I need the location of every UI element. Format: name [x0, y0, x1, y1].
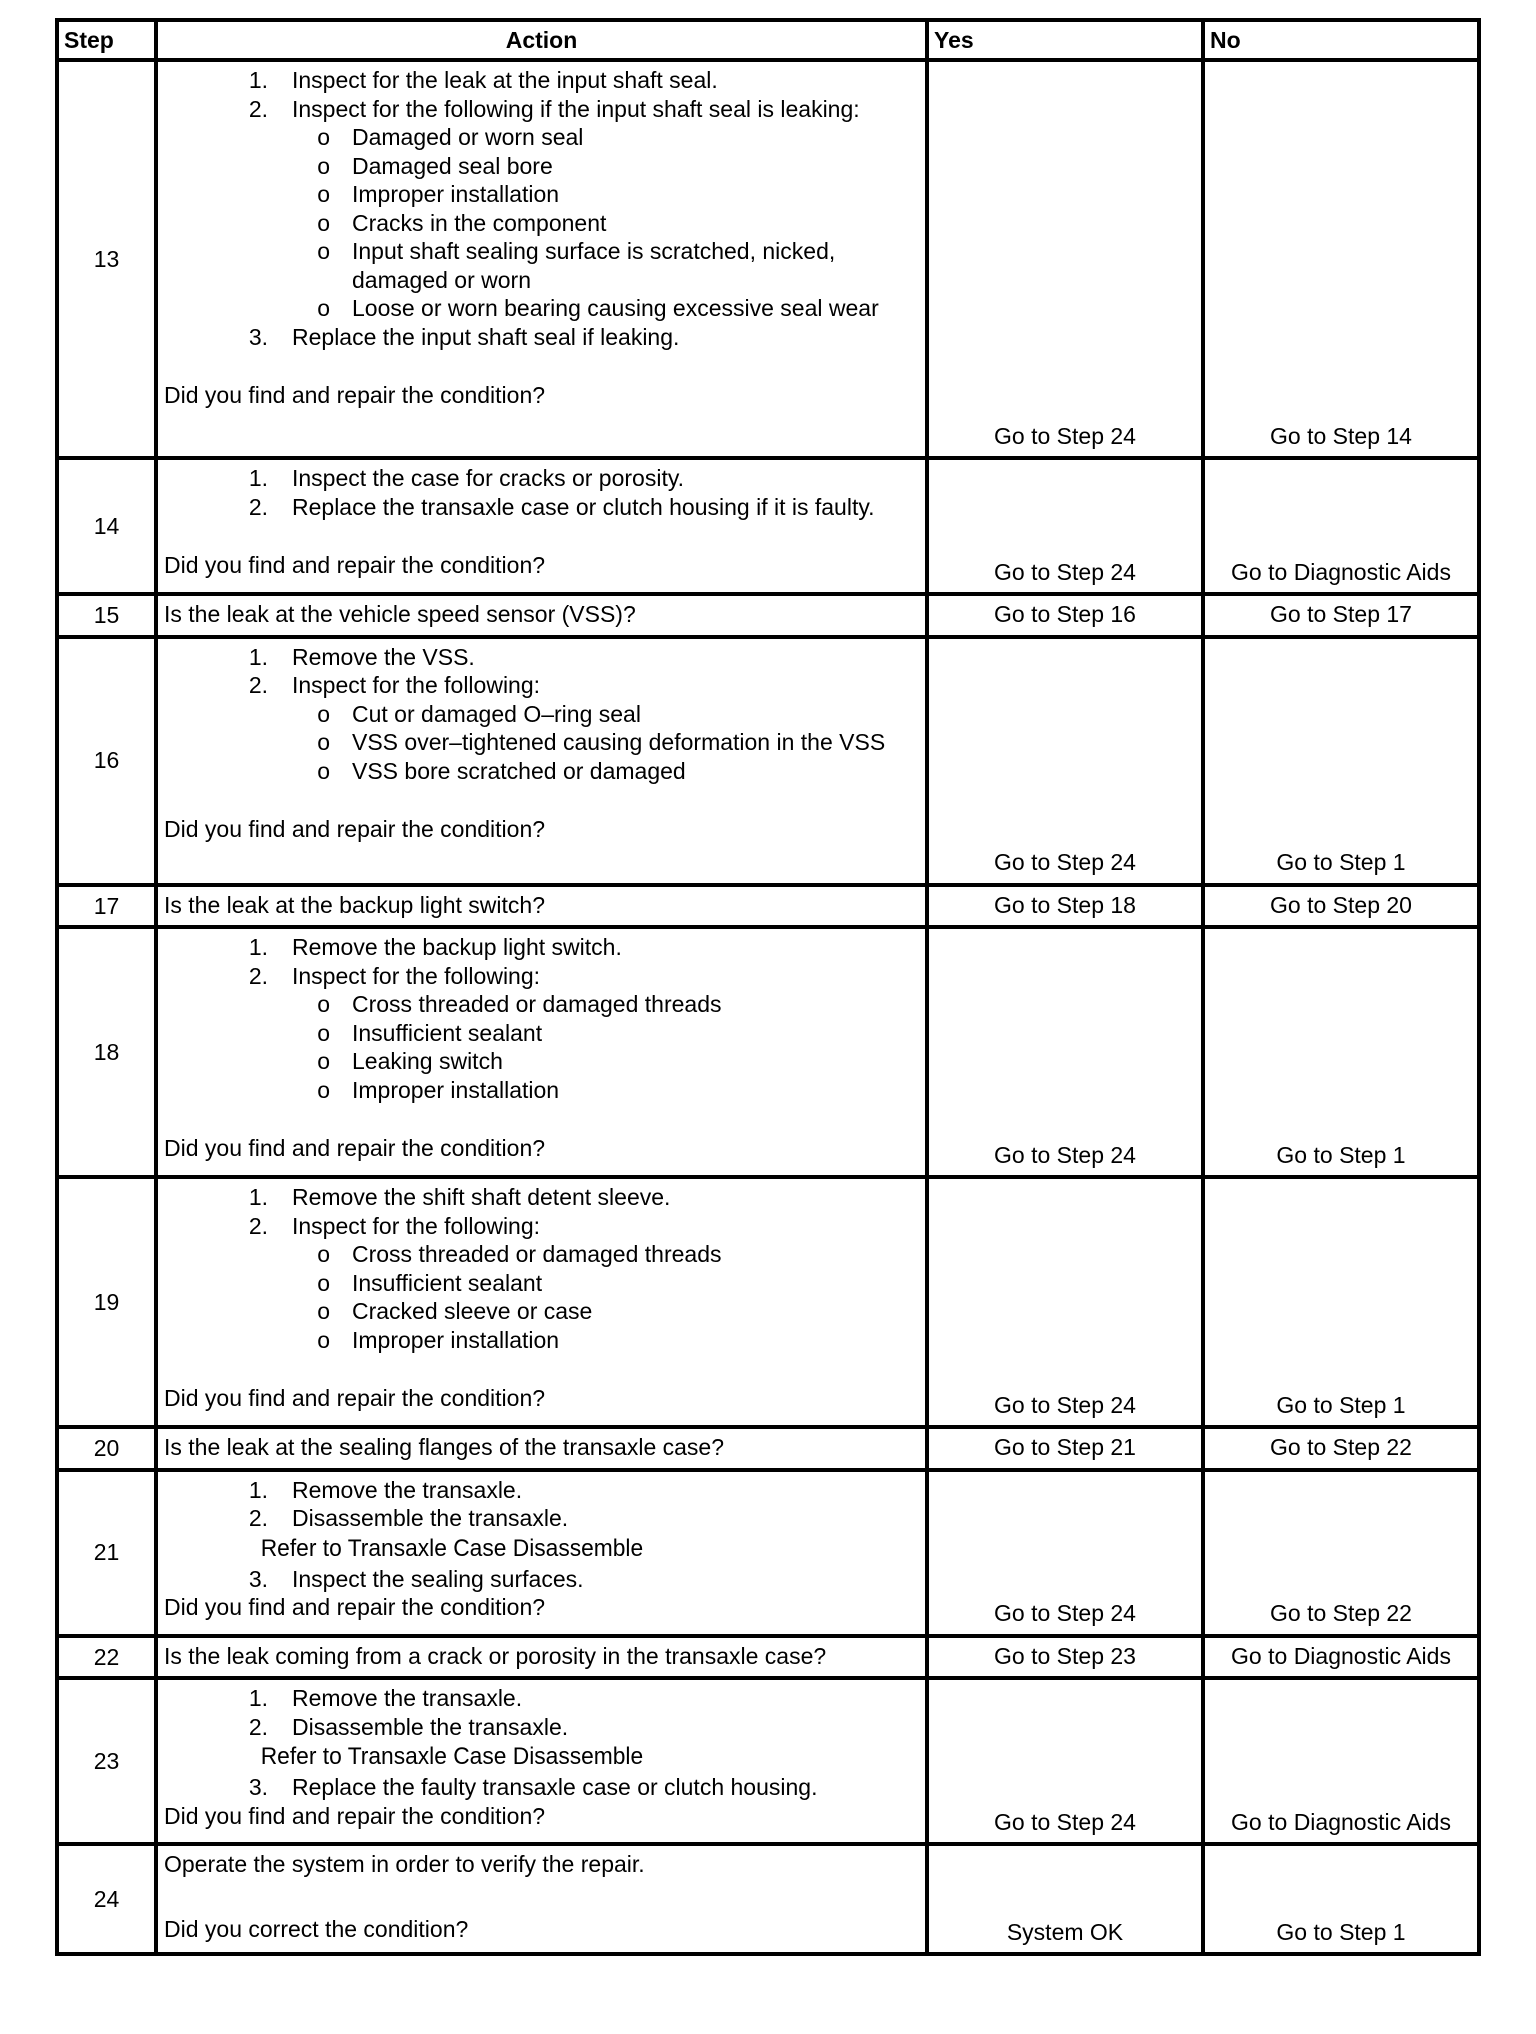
step-number: 14: [57, 458, 156, 594]
step-number: 15: [57, 594, 156, 637]
table-row: [57, 1844, 1479, 1954]
item-number: 2.: [248, 493, 268, 520]
bullet-marker: o: [317, 1019, 330, 1046]
sub-list-item: [164, 1019, 919, 1048]
sub-item-text: VSS over–tightened causing deformation in the VSS: [352, 729, 886, 755]
item-number: 2.: [248, 962, 268, 989]
sub-item-text: VSS bore scratched or damaged: [352, 757, 686, 784]
sub-item-text: Insufficient sealant: [352, 1269, 543, 1296]
item-number: 1.: [248, 465, 268, 491]
item-text: Remove the transaxle.: [292, 1476, 523, 1503]
sub-item-text: Cut or damaged O–ring seal: [352, 700, 641, 727]
no-result: Go to Diagnostic Aids: [1203, 1678, 1479, 1844]
action-lead: Operate the system in order to verify the repair.: [164, 1851, 645, 1877]
question-text: Did you find and repair the condition?: [164, 382, 546, 408]
bullet-marker: o: [317, 209, 330, 236]
item-text: Replace the input shaft seal if leaking.: [292, 323, 680, 350]
bullet-marker: o: [317, 1326, 330, 1353]
item-text: Inspect the case for cracks or porosity.: [292, 465, 685, 491]
item-text: Inspect the sealing surfaces.: [292, 1565, 584, 1592]
yes-result: Go to Step 18: [927, 885, 1203, 928]
table-row: [57, 927, 1479, 1177]
sub-list-item: [164, 209, 919, 238]
sub-item-text: Leaking switch: [352, 1048, 503, 1074]
bullet-marker: o: [317, 152, 330, 179]
list-item: [164, 1565, 919, 1594]
item-text: Disassemble the transaxle.: [292, 1505, 569, 1531]
step-number: 22: [57, 1636, 156, 1679]
list-item: [164, 962, 919, 991]
item-number: 3.: [248, 1565, 268, 1592]
sub-list-item: [164, 1269, 919, 1298]
sub-item-text: Damaged or worn seal: [352, 124, 584, 150]
item-text: Inspect for the following:: [292, 1212, 541, 1239]
item-number: 1.: [248, 1685, 268, 1711]
step-number: 13: [57, 60, 156, 458]
list-item: [164, 1212, 919, 1241]
step-number: 21: [57, 1470, 156, 1636]
sub-item-text: Loose or worn bearing causing excessive seal wear: [352, 295, 879, 321]
sub-list-item: [164, 1297, 919, 1326]
item-text: Inspect for the following:: [292, 672, 541, 698]
reference-link[interactable]: Refer to Transaxle Case Disassemble: [260, 1534, 644, 1562]
bullet-marker: o: [317, 991, 330, 1017]
no-result: Go to Step 22: [1203, 1470, 1479, 1636]
table-row: [57, 885, 1479, 928]
item-text: Remove the shift shaft detent sleeve.: [292, 1184, 671, 1210]
sub-item-text: Improper installation: [352, 1076, 560, 1103]
yes-result: Go to Step 24: [927, 60, 1203, 458]
yes-column-header: Yes: [927, 20, 1203, 60]
no-result: Go to Step 14: [1203, 60, 1479, 458]
action-cell: [156, 458, 927, 594]
yes-result: Go to Step 24: [927, 1470, 1203, 1636]
action-cell: [156, 1844, 927, 1954]
question-text: Did you find and repair the condition?: [164, 816, 546, 842]
action-column-header: Action: [156, 20, 927, 60]
action-cell: [156, 1427, 927, 1470]
no-result: Go to Step 17: [1203, 594, 1479, 637]
sub-item-text: Cross threaded or damaged threads: [352, 991, 722, 1017]
list-item: [164, 643, 919, 672]
bullet-marker: o: [317, 1048, 330, 1074]
sub-list-item: [164, 757, 919, 786]
bullet-marker: o: [317, 1076, 330, 1103]
item-number: 2.: [248, 1713, 268, 1740]
step-number: 18: [57, 927, 156, 1177]
bullet-marker: o: [317, 295, 330, 321]
table-row: [57, 60, 1479, 458]
list-item: [164, 493, 919, 522]
step-column-header: Step: [57, 20, 156, 60]
yes-result: Go to Step 24: [927, 927, 1203, 1177]
no-result: Go to Diagnostic Aids: [1203, 458, 1479, 594]
no-column-header: No: [1203, 20, 1479, 60]
yes-result: Go to Step 24: [927, 458, 1203, 594]
list-item: [164, 464, 919, 493]
question-text: Is the leak at the sealing flanges of the transaxle case?: [164, 1434, 725, 1460]
list-item: [164, 1183, 919, 1212]
step-number: 16: [57, 637, 156, 885]
table-row: [57, 1177, 1479, 1427]
sub-list-item: [164, 294, 919, 323]
item-number: 1.: [248, 67, 268, 93]
item-text: Remove the VSS.: [292, 643, 475, 670]
list-item: [164, 95, 919, 124]
no-result: Go to Step 1: [1203, 637, 1479, 885]
list-item: [164, 1773, 919, 1802]
sub-list-item: [164, 1240, 919, 1269]
table-row: [57, 1470, 1479, 1636]
list-item: [164, 1504, 919, 1533]
sub-list-item: [164, 123, 919, 152]
sub-list-item: [164, 152, 919, 181]
diagnostic-table: [55, 18, 1481, 1956]
no-result: Go to Step 1: [1203, 927, 1479, 1177]
yes-result: Go to Step 24: [927, 1177, 1203, 1427]
item-number: 1.: [248, 934, 268, 960]
item-number: 2.: [248, 1212, 268, 1239]
no-result: Go to Step 1: [1203, 1177, 1479, 1427]
item-number: 1.: [248, 643, 268, 670]
header-row: [57, 20, 1479, 60]
list-item: [164, 671, 919, 700]
action-cell: [156, 1636, 927, 1679]
item-text: Disassemble the transaxle.: [292, 1713, 569, 1740]
yes-result: System OK: [927, 1844, 1203, 1954]
item-text: Inspect for the leak at the input shaft seal.: [292, 67, 718, 93]
step-number: 17: [57, 885, 156, 928]
sub-item-text: Cracked sleeve or case: [352, 1298, 593, 1324]
sub-list-item: [164, 180, 919, 209]
question-text: Did you find and repair the condition?: [164, 1802, 546, 1829]
question-text: Is the leak at the backup light switch?: [164, 891, 545, 918]
sub-list-item: [164, 1076, 919, 1105]
sub-item-text: Input shaft sealing surface is scratched, nicked, damaged or worn: [352, 238, 836, 293]
list-item: [164, 933, 919, 962]
bullet-marker: o: [317, 238, 330, 264]
table-row: [57, 1636, 1479, 1679]
bullet-marker: o: [317, 1241, 330, 1267]
table-row: [57, 1427, 1479, 1470]
sub-list-item: [164, 1326, 919, 1355]
bullet-marker: o: [317, 181, 330, 207]
action-cell: [156, 885, 927, 928]
action-cell: [156, 637, 927, 885]
bullet-marker: o: [317, 729, 330, 755]
list-item: [164, 1713, 919, 1742]
table-body: [57, 60, 1479, 1954]
action-cell: [156, 1678, 927, 1844]
sub-list-item: [164, 700, 919, 729]
yes-result: Go to Step 24: [927, 1678, 1203, 1844]
bullet-marker: o: [317, 124, 330, 150]
no-result: Go to Step 20: [1203, 885, 1479, 928]
yes-result: Go to Step 24: [927, 637, 1203, 885]
bullet-marker: o: [317, 1298, 330, 1324]
action-cell: [156, 1470, 927, 1636]
question-text: Did you find and repair the condition?: [164, 1385, 546, 1411]
item-number: 1.: [248, 1476, 268, 1503]
action-cell: [156, 927, 927, 1177]
item-number: 2.: [248, 95, 268, 122]
sub-item-text: Damaged seal bore: [352, 152, 553, 179]
sub-item-text: Cross threaded or damaged threads: [352, 1241, 722, 1267]
sub-item-text: Improper installation: [352, 181, 560, 207]
item-text: Remove the backup light switch.: [292, 934, 622, 960]
action-cell: [156, 594, 927, 637]
action-cell: [156, 1177, 927, 1427]
question-text: Did you correct the condition?: [164, 1915, 469, 1942]
question-text: Did you find and repair the condition?: [164, 1594, 546, 1620]
question-text: Did you find and repair the condition?: [164, 1135, 546, 1161]
sub-item-text: Insufficient sealant: [352, 1019, 543, 1046]
item-number: 2.: [248, 1505, 268, 1531]
sub-item-text: Cracks in the component: [352, 209, 607, 236]
step-number: 19: [57, 1177, 156, 1427]
sub-list-item: [164, 237, 919, 294]
step-number: 23: [57, 1678, 156, 1844]
item-number: 3.: [248, 323, 268, 350]
sub-list-item: [164, 1047, 919, 1076]
action-cell: [156, 60, 927, 458]
list-item: [164, 323, 919, 352]
item-number: 3.: [248, 1774, 268, 1800]
item-text: Remove the transaxle.: [292, 1685, 523, 1711]
reference-link[interactable]: Refer to Transaxle Case Disassemble: [260, 1743, 644, 1770]
no-result: Go to Step 22: [1203, 1427, 1479, 1470]
bullet-marker: o: [317, 1269, 330, 1296]
step-number: 20: [57, 1427, 156, 1470]
bullet-marker: o: [317, 700, 330, 727]
item-number: 1.: [248, 1184, 268, 1210]
bullet-marker: o: [317, 757, 330, 784]
item-text: Replace the faulty transaxle case or clutch housing.: [292, 1774, 818, 1800]
no-result: Go to Diagnostic Aids: [1203, 1636, 1479, 1679]
sub-list-item: [164, 728, 919, 757]
item-text: Replace the transaxle case or clutch housing if it is faulty.: [292, 493, 875, 520]
step-number: 24: [57, 1844, 156, 1954]
table-row: [57, 637, 1479, 885]
question-text: Is the leak coming from a crack or porosity in the transaxle case?: [164, 1642, 827, 1669]
yes-result: Go to Step 21: [927, 1427, 1203, 1470]
question-text: Is the leak at the vehicle speed sensor (VSS)?: [164, 601, 636, 627]
sub-item-text: Improper installation: [352, 1326, 560, 1353]
no-result: Go to Step 1: [1203, 1844, 1479, 1954]
yes-result: Go to Step 16: [927, 594, 1203, 637]
yes-result: Go to Step 23: [927, 1636, 1203, 1679]
item-text: Inspect for the following:: [292, 962, 541, 989]
item-text: Inspect for the following if the input shaft seal is leaking:: [292, 95, 860, 122]
table-row: [57, 1678, 1479, 1844]
sub-list-item: [164, 990, 919, 1019]
table-row: [57, 458, 1479, 594]
list-item: [164, 66, 919, 95]
question-text: Did you find and repair the condition?: [164, 552, 546, 578]
list-item: [164, 1476, 919, 1505]
item-number: 2.: [248, 672, 268, 698]
table-row: [57, 594, 1479, 637]
list-item: [164, 1684, 919, 1713]
